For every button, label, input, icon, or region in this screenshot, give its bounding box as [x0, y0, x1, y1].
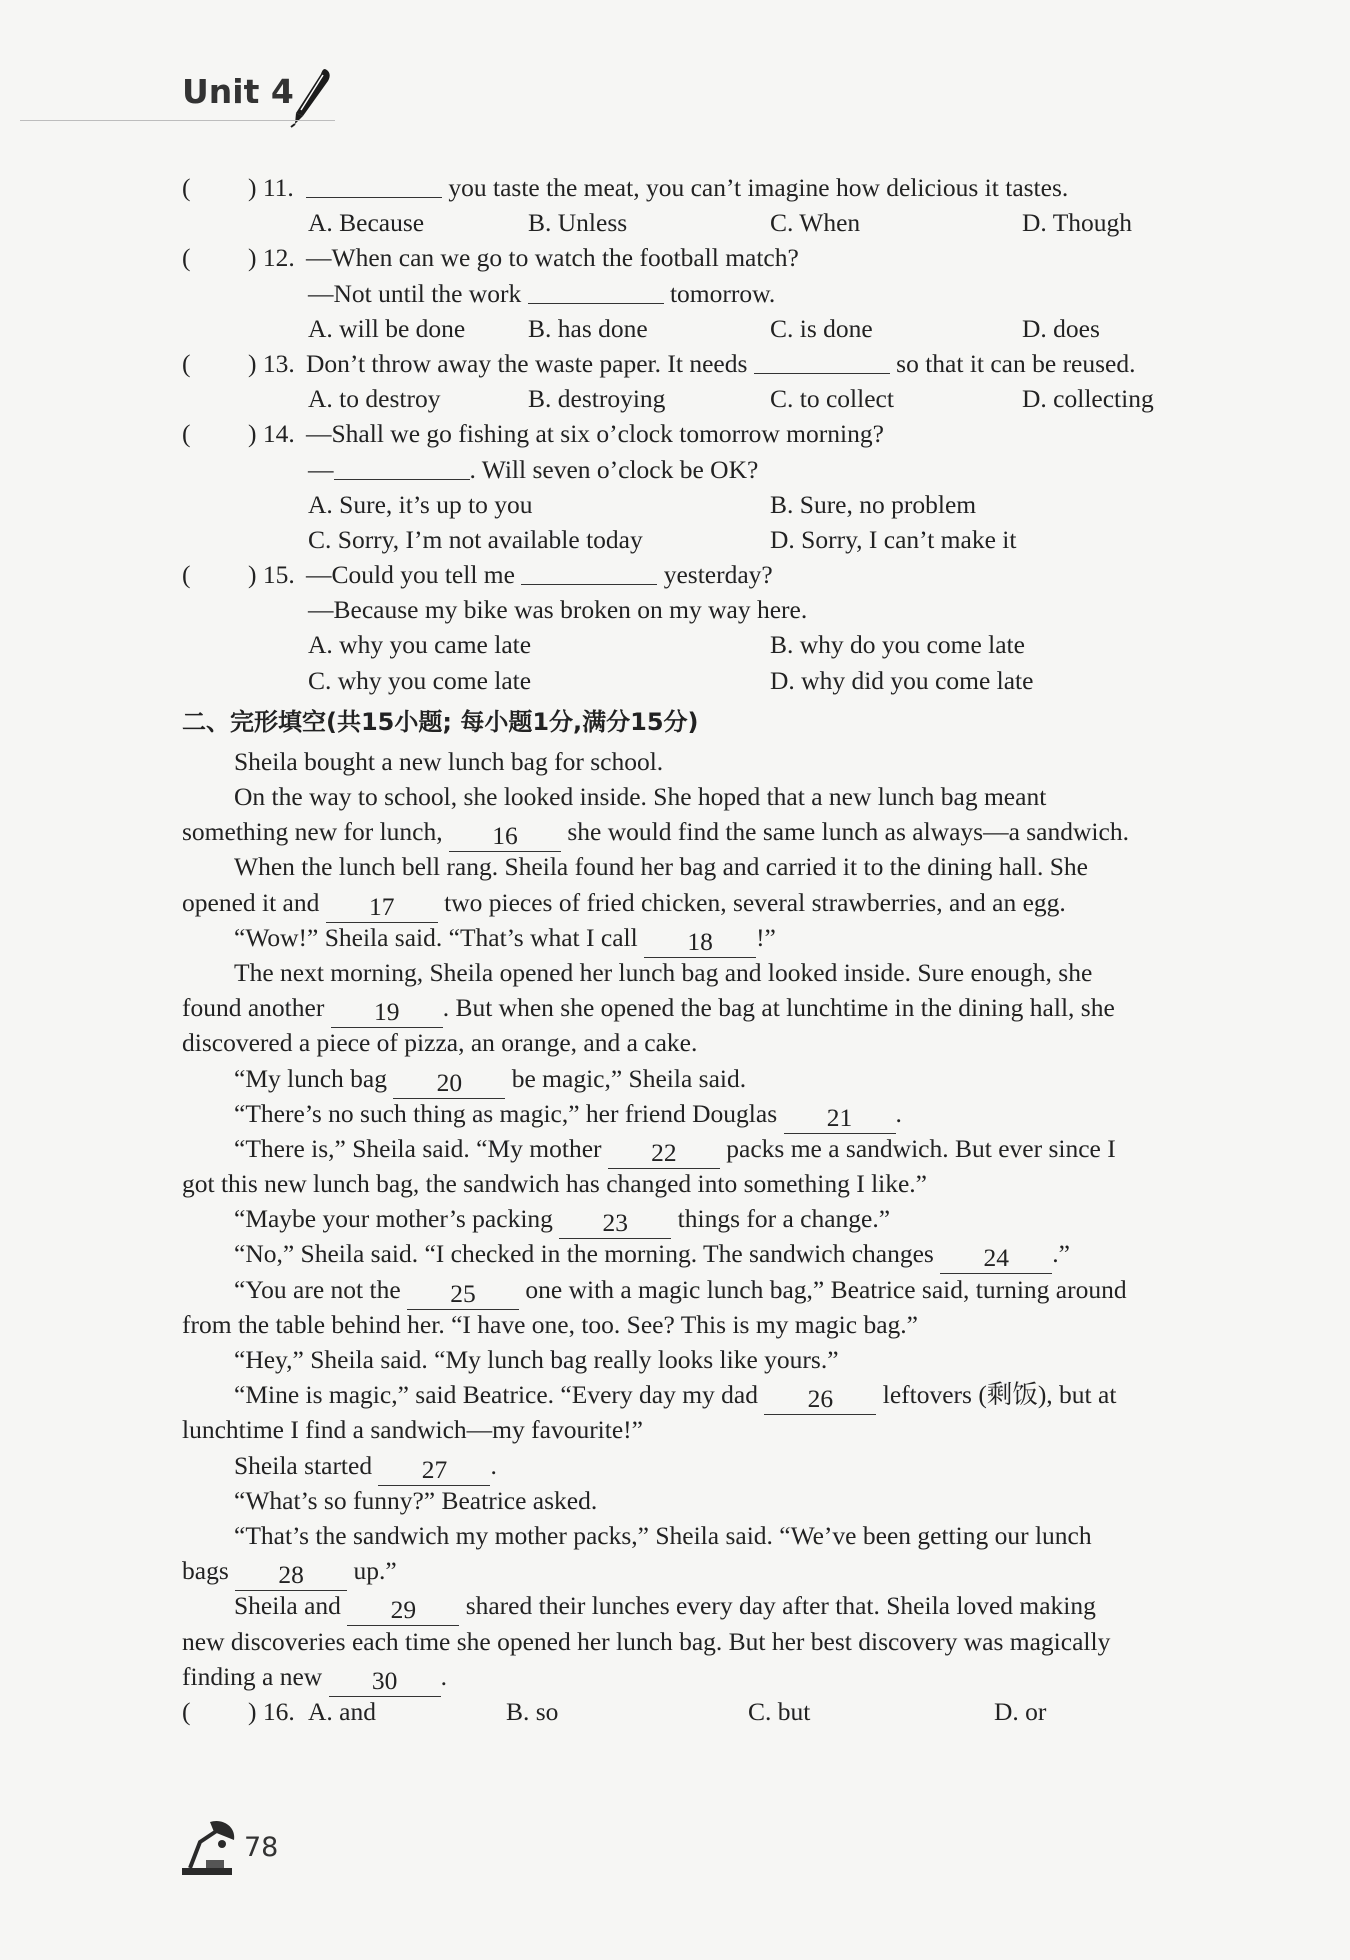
option-c: C. Sorry, I’m not available today — [308, 524, 643, 554]
cloze-blank-18[interactable]: 18 — [644, 929, 756, 958]
question-12-response: —Not until the work tomorrow. — [308, 278, 776, 308]
passage-line: The next morning, Sheila opened her lunch bag and looked inside. Sure enough, she — [234, 957, 1093, 987]
option-b: B. has done — [528, 313, 648, 343]
cloze-blank-19[interactable]: 19 — [331, 999, 443, 1028]
passage-line: “You are not the 25 one with a magic lunch bag,” Beatrice said, turning around — [234, 1274, 1127, 1308]
question-15: ( ) 15. —Could you tell me yesterday? — [182, 557, 1222, 592]
passage-line: opened it and 17 two pieces of fried chicken, several strawberries, and an egg. — [182, 887, 1066, 921]
cloze-blank-24[interactable]: 24 — [940, 1245, 1052, 1274]
option-a: A. Sure, it’s up to you — [308, 489, 533, 519]
option-c: C. to collect — [770, 384, 894, 414]
option-c: C. When — [770, 208, 861, 238]
options-15-cd — [182, 663, 1222, 698]
option-d: D. or — [994, 1696, 1047, 1726]
passage-line: “There’s no such thing as magic,” her friend Douglas 21 . — [234, 1098, 902, 1132]
option-c: C. why you come late — [308, 665, 532, 695]
option-b: B. destroying — [528, 384, 666, 414]
passage-line: Sheila started 27 . — [234, 1450, 497, 1484]
option-d: D. Sorry, I can’t make it — [770, 524, 1017, 554]
options-12 — [182, 311, 1222, 346]
answer-blank[interactable] — [334, 453, 470, 480]
option-c: C. but — [748, 1696, 811, 1726]
option-d: D. does — [1022, 313, 1100, 343]
question-number: ) 13. — [248, 348, 295, 378]
passage-line: Sheila bought a new lunch bag for school. — [234, 746, 664, 776]
option-b: B. why do you come late — [770, 630, 1025, 660]
page-footer — [178, 1818, 298, 1878]
cloze-blank-29[interactable]: 29 — [347, 1597, 459, 1626]
answer-blank[interactable] — [306, 171, 442, 198]
passage-line: finding a new 30 . — [182, 1661, 447, 1695]
passage-line: something new for lunch, 16 she would find the same lunch as always—a sandwich. — [182, 817, 1129, 851]
question-12: ( ) 12. —When can we go to watch the football match? — [182, 240, 1222, 275]
passage-line: from the table behind her. “I have one, too. See? This is my magic bag.” — [182, 1309, 918, 1339]
question-14: ( ) 14. —Shall we go fishing at six o’clock tomorrow morning? — [182, 416, 1222, 451]
header-rule — [20, 120, 335, 121]
cloze-blank-25[interactable]: 25 — [407, 1281, 519, 1310]
passage-line: new discoveries each time she opened her lunch bag. But her best discovery was magically — [182, 1626, 1111, 1656]
question-number: ) 16. — [248, 1696, 295, 1726]
passage-line: When the lunch bell rang. Sheila found her bag and carried it to the dining hall. She — [234, 852, 1089, 882]
option-b: B. Unless — [528, 208, 628, 238]
passage-line: got this new lunch bag, the sandwich has changed into something I like.” — [182, 1169, 928, 1199]
passage-line: “My lunch bag 20 be magic,” Sheila said. — [234, 1063, 747, 1097]
options-14-cd — [182, 522, 1222, 557]
option-c: C. is done — [770, 313, 873, 343]
passage-line: “What’s so funny?” Beatrice asked. — [234, 1485, 598, 1515]
question-text: you taste the meat, you can’t imagine how delicious it tastes. — [442, 173, 1069, 202]
question-13: ( ) 13. Don’t throw away the waste paper. It needs so that it can be reused. — [182, 346, 1222, 381]
options-14-ab — [182, 487, 1222, 522]
passage-line: “That’s the sandwich my mother packs,” Sheila said. “We’ve been getting our lunch — [234, 1520, 1092, 1550]
option-b: B. Sure, no problem — [770, 489, 977, 519]
option-a: A. and — [308, 1696, 376, 1726]
cloze-blank-23[interactable]: 23 — [559, 1210, 671, 1239]
desk-lamp-icon — [178, 1818, 240, 1878]
question-15-response: —Because my bike was broken on my way here. — [308, 595, 808, 625]
options-13 — [182, 381, 1222, 416]
passage-line: “There is,” Sheila said. “My mother 22 packs me a sandwich. But ever since I — [234, 1133, 1116, 1167]
passage-line: On the way to school, she looked inside. She hoped that a new lunch bag meant — [234, 782, 1047, 811]
passage-line: bags 28 up.” — [182, 1556, 397, 1590]
pen-icon — [285, 66, 335, 128]
option-d: D. Though — [1022, 208, 1133, 238]
options-15-ab — [182, 627, 1222, 662]
question-number: ) 12. — [248, 243, 295, 273]
section-title: 二、完形填空(共15小题; 每小题1分,满分15分) — [182, 707, 699, 736]
passage-line: Sheila and 29 shared their lunches every day after that. Sheila loved making — [234, 1591, 1096, 1625]
answer-blank[interactable] — [521, 558, 657, 585]
exercise-content — [182, 170, 1222, 1729]
question-14-response: — . Will seven o’clock be OK? — [308, 454, 759, 484]
passage-line: “No,” Sheila said. “I checked in the morning. The sandwich changes 24 .” — [234, 1239, 1070, 1273]
option-d: D. collecting — [1022, 384, 1154, 414]
question-11: ( ) 11. you taste the meat, you can’t imagine how delicious it tastes. — [182, 170, 1222, 205]
option-d: D. why did you come late — [770, 665, 1034, 695]
passage-line: discovered a piece of pizza, an orange, and a cake. — [182, 1028, 698, 1058]
cloze-blank-30[interactable]: 30 — [329, 1668, 441, 1697]
question-number: ) 11. — [248, 173, 294, 202]
answer-blank[interactable] — [528, 277, 664, 304]
cloze-blank-26[interactable]: 26 — [764, 1386, 876, 1415]
page-header — [20, 72, 380, 132]
cloze-blank-16[interactable]: 16 — [449, 823, 561, 852]
cloze-blank-28[interactable]: 28 — [235, 1562, 347, 1591]
passage-line: “Maybe your mother’s packing 23 things for a change.” — [234, 1204, 891, 1238]
question-number: ) 14. — [248, 419, 295, 449]
option-b: B. so — [506, 1696, 559, 1726]
option-a: A. why you came late — [308, 630, 532, 660]
question-16: ( ) 16. A. and B. so C. but D. or — [182, 1694, 1222, 1729]
question-text: —Shall we go fishing at six o’clock tomorrow morning? — [306, 419, 884, 449]
option-a: A. will be done — [308, 313, 466, 343]
passage-line: “Wow!” Sheila said. “That’s what I call 18 !” — [234, 922, 776, 956]
question-number: ) 15. — [248, 560, 295, 590]
question-text: —When can we go to watch the football match? — [306, 243, 799, 273]
page-number: 78 — [244, 1832, 279, 1863]
cloze-blank-21[interactable]: 21 — [784, 1105, 896, 1134]
option-a: A. Because — [308, 208, 425, 238]
cloze-blank-27[interactable]: 27 — [378, 1457, 490, 1486]
cloze-blank-17[interactable]: 17 — [326, 894, 438, 923]
passage-line: “Mine is magic,” said Beatrice. “Every day my dad 26 leftovers (剩饭), but at — [234, 1380, 1117, 1414]
cloze-blank-20[interactable]: 20 — [393, 1070, 505, 1099]
passage-line: lunchtime I find a sandwich—my favourite!” — [182, 1415, 643, 1445]
options-11 — [182, 205, 1222, 240]
answer-blank[interactable] — [754, 347, 890, 374]
passage-line: “Hey,” Sheila said. “My lunch bag really looks like yours.” — [234, 1345, 839, 1374]
unit-title: Unit 4 — [182, 72, 294, 111]
option-a: A. to destroy — [308, 384, 441, 414]
passage-line: found another 19 . But when she opened the bag at lunchtime in the dining hall, she — [182, 993, 1115, 1027]
cloze-blank-22[interactable]: 22 — [608, 1140, 720, 1169]
